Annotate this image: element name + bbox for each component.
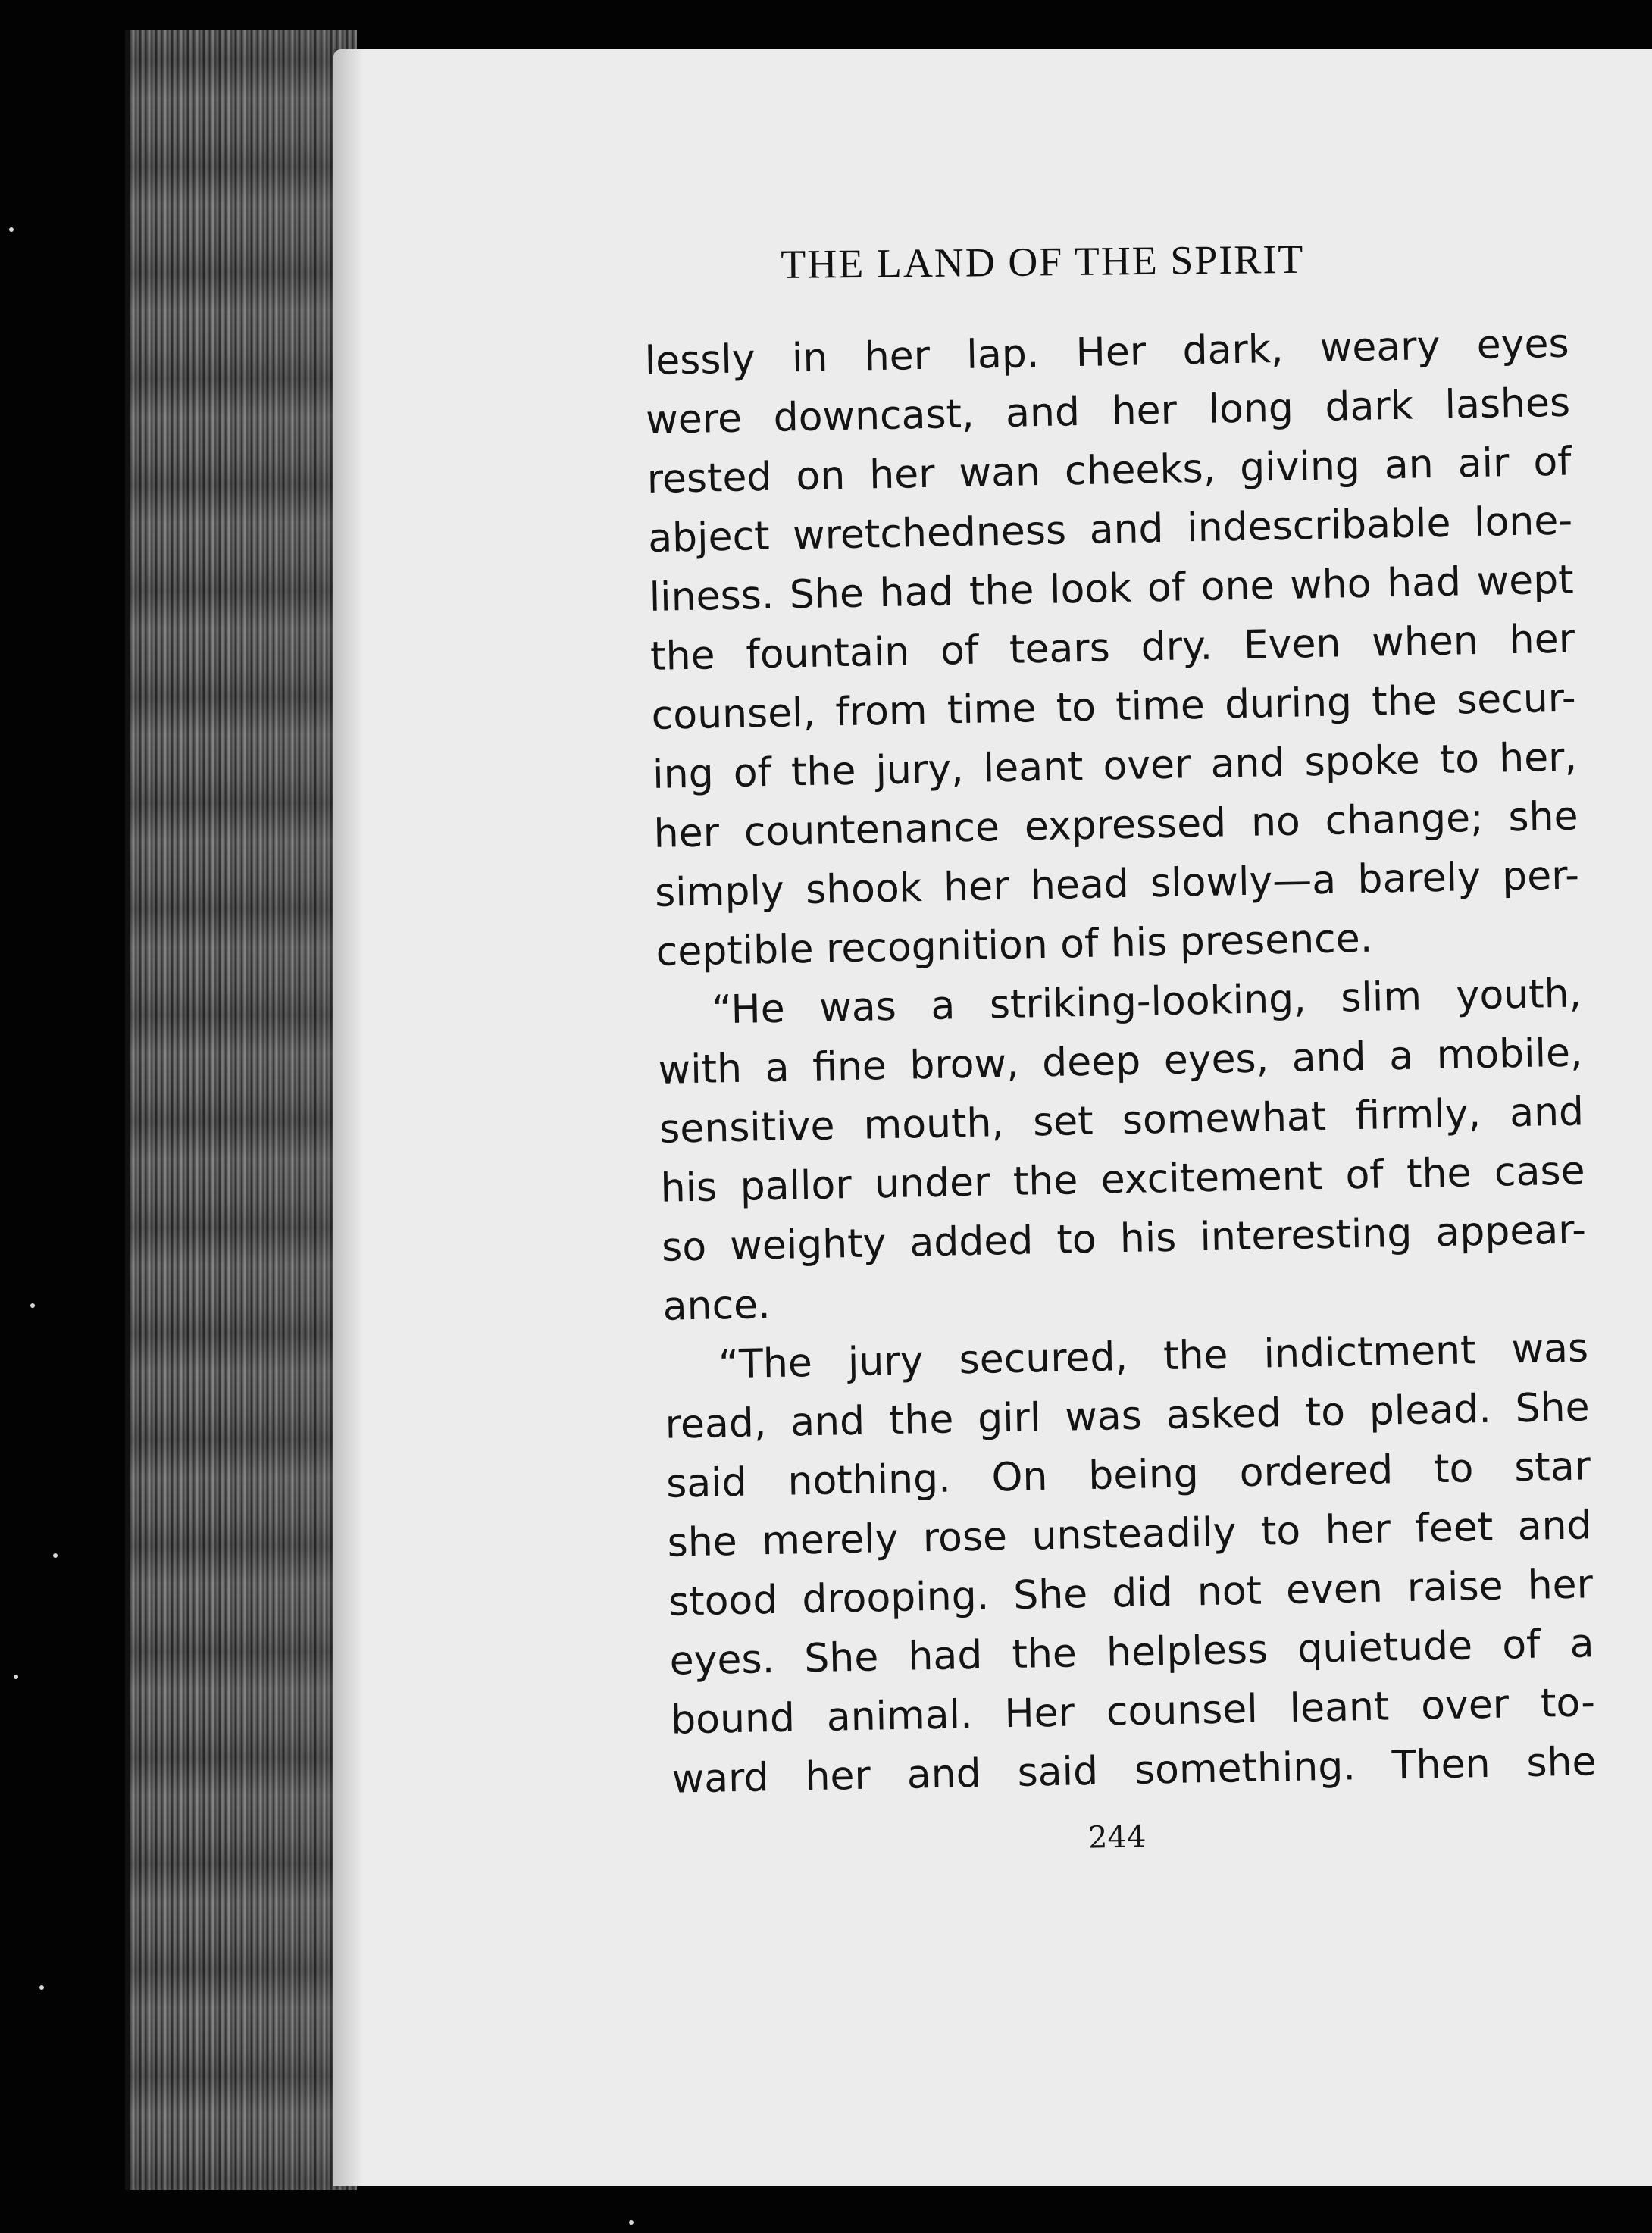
text-line: ance. (662, 1282, 771, 1330)
text-line: bound animal. Her counsel leant over to- (670, 1680, 1596, 1744)
text-line: abject wretchedness and indescribable lone- (647, 498, 1573, 561)
book-page-edges (125, 30, 357, 2190)
page-number: 244 (1087, 1819, 1147, 1856)
text-line: counsel, from time to time during the secur- (651, 675, 1577, 739)
text-line: read, and the girl was asked to plead. She (665, 1384, 1591, 1448)
text-line: the fountain of tears dry. Even when her (649, 616, 1575, 680)
text-line: lessly in her lap. Her dark, weary eyes (644, 321, 1570, 384)
gutter-shadow (333, 49, 364, 2186)
text-line: eyes. She had the helpless quietude of a (669, 1621, 1595, 1684)
text-line: were downcast, and her long dark lashes (645, 380, 1571, 443)
text-line: “The jury secured, the indictment was (718, 1325, 1589, 1388)
text-line: sensitive mouth, set somewhat firmly, and (659, 1089, 1585, 1152)
text-line: liness. She had the look of one who had wept (649, 557, 1575, 621)
text-line: stood drooping. She did not even raise her (668, 1562, 1594, 1625)
running-head: THE LAND OF THE SPIRIT (781, 236, 1305, 287)
text-line: rested on her wan cheeks, giving an air of (646, 439, 1572, 502)
text-line: ceptible recognition of his presence. (655, 915, 1373, 975)
text-line: with a fine brow, deep eyes, and a mobile, (658, 1030, 1584, 1093)
text-line: ing of the jury, leant over and spoke to her, (652, 734, 1578, 798)
text-line: simply shook her head slowly—a barely per- (654, 852, 1580, 916)
text-line: her countenance expressed no change; she (653, 793, 1579, 857)
text-line: she merely rose unsteadily to her feet and (667, 1503, 1593, 1566)
text-line: “He was a striking-looking, slim youth, (711, 971, 1582, 1034)
text-line: ward her and said something. Then she (671, 1739, 1597, 1803)
text-line: so weighty added to his interesting appear- (661, 1207, 1587, 1271)
text-line: his pallor under the excitement of the case (660, 1148, 1586, 1212)
body-text (644, 314, 1597, 1809)
text-line: said nothing. On being ordered to star (665, 1443, 1591, 1507)
